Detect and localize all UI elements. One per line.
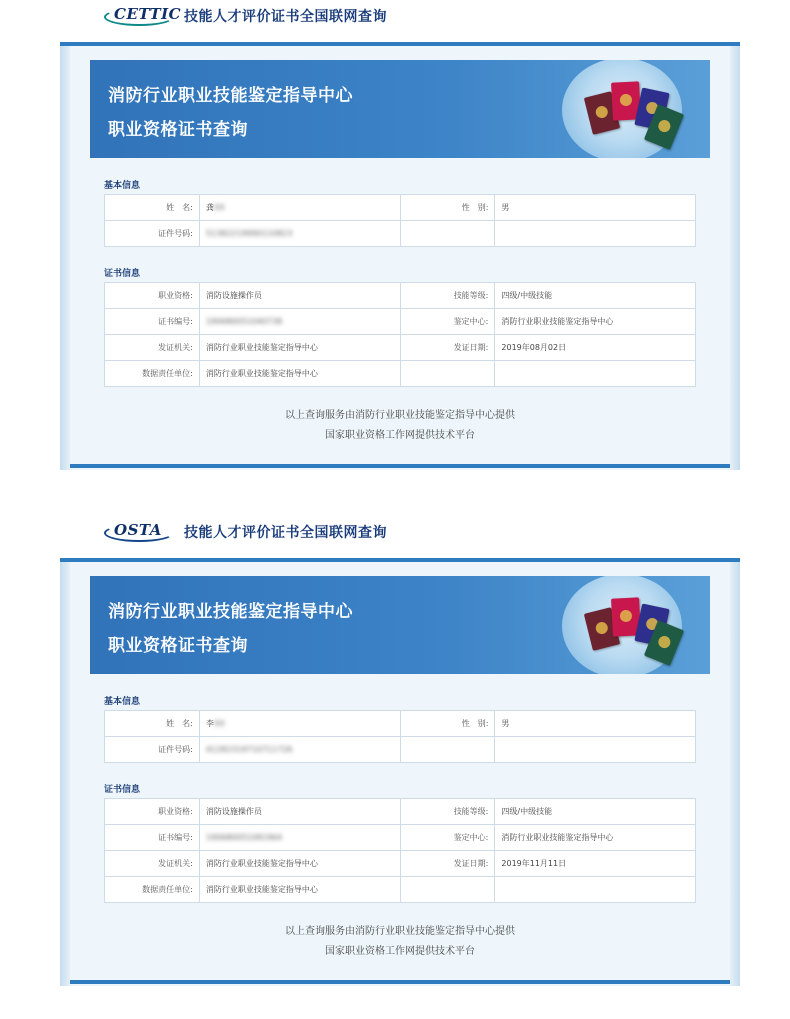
banner-title-org: 消防行业职业技能鉴定指导中心 xyxy=(108,602,353,622)
footer-platform-text: 国家职业资格工作网提供技术平台 xyxy=(325,946,475,957)
name-label: 姓 名: xyxy=(105,711,200,737)
appraisal-center-label: 鉴定中心: xyxy=(400,825,495,851)
issuer-value: 消防行业职业技能鉴定指导中心 xyxy=(199,851,400,877)
issue-date-label: 发证日期: xyxy=(400,851,495,877)
table-row xyxy=(105,221,696,247)
empty-cell xyxy=(400,877,495,903)
cert-no-label: 证书编号: xyxy=(105,825,200,851)
table-row xyxy=(105,361,696,387)
cert-no-value: 190680051081964 xyxy=(199,825,400,851)
table-row xyxy=(105,711,696,737)
skill-level-value: 四级/中级技能 xyxy=(495,799,696,825)
appraisal-center-value: 消防行业职业技能鉴定指导中心 xyxy=(495,309,696,335)
empty-cell xyxy=(400,221,495,247)
empty-cell xyxy=(495,221,696,247)
table-row xyxy=(105,335,696,361)
site-header xyxy=(104,520,387,544)
table-row xyxy=(105,825,696,851)
cert-no-label: 证书编号: xyxy=(105,309,200,335)
qualification-label: 职业资格: xyxy=(105,799,200,825)
empty-cell xyxy=(495,737,696,763)
data-owner-label: 数据责任单位: xyxy=(105,361,200,387)
empty-cell xyxy=(400,361,495,387)
data-owner-value: 消防行业职业技能鉴定指导中心 xyxy=(199,361,400,387)
banner xyxy=(90,60,710,158)
issue-date-value: 2019年08月02日 xyxy=(495,335,696,361)
issuer-label: 发证机关: xyxy=(105,851,200,877)
footer-provider-text: 以上查询服务由消防行业职业技能鉴定指导中心提供 xyxy=(285,926,515,937)
id-value: 51382219990110823 xyxy=(199,221,400,247)
id-label: 证件号码: xyxy=(105,221,200,247)
data-owner-value: 消防行业职业技能鉴定指导中心 xyxy=(199,877,400,903)
result-frame xyxy=(60,42,740,470)
qualification-label: 职业资格: xyxy=(105,283,200,309)
table-row xyxy=(105,283,696,309)
section-cert-info: 证书信息 xyxy=(104,785,141,795)
id-value: 41282319710711726 xyxy=(199,737,400,763)
table-row xyxy=(105,195,696,221)
appraisal-center-value: 消防行业职业技能鉴定指导中心 xyxy=(495,825,696,851)
skill-level-value: 四级/中级技能 xyxy=(495,283,696,309)
issue-date-value: 2019年11月11日 xyxy=(495,851,696,877)
gender-label: 性 别: xyxy=(400,195,495,221)
name-value: 李XX xyxy=(199,711,400,737)
banner xyxy=(90,576,710,674)
site-title: 技能人才评价证书全国联网查询 xyxy=(184,525,387,541)
osta-logo-icon: OSTA xyxy=(104,521,176,543)
table-row xyxy=(105,737,696,763)
name-value: 龚XX xyxy=(199,195,400,221)
basic-info-table xyxy=(104,194,696,247)
skill-level-label: 技能等级: xyxy=(400,799,495,825)
site-header xyxy=(104,4,387,28)
issuer-label: 发证机关: xyxy=(105,335,200,361)
gender-value: 男 xyxy=(495,711,696,737)
table-row xyxy=(105,877,696,903)
result-frame xyxy=(60,558,740,986)
skill-level-label: 技能等级: xyxy=(400,283,495,309)
name-label: 姓 名: xyxy=(105,195,200,221)
result-card xyxy=(90,60,710,452)
cert-info-table xyxy=(104,798,696,903)
footer-platform-text: 国家职业资格工作网提供技术平台 xyxy=(325,430,475,441)
cettic-logo-icon: CETTIC xyxy=(104,5,176,27)
id-label: 证件号码: xyxy=(105,737,200,763)
issuer-value: 消防行业职业技能鉴定指导中心 xyxy=(199,335,400,361)
result-card xyxy=(90,576,710,968)
query-result-block-1 xyxy=(0,0,790,480)
table-row xyxy=(105,309,696,335)
empty-cell xyxy=(400,737,495,763)
site-title: 技能人才评价证书全国联网查询 xyxy=(184,9,387,25)
qualification-value: 消防设施操作员 xyxy=(199,799,400,825)
section-basic-info: 基本信息 xyxy=(104,697,141,707)
table-row xyxy=(105,851,696,877)
footer-provider-text: 以上查询服务由消防行业职业技能鉴定指导中心提供 xyxy=(285,410,515,421)
banner-title-query: 职业资格证书查询 xyxy=(108,636,248,656)
table-row xyxy=(105,799,696,825)
section-cert-info: 证书信息 xyxy=(104,269,141,279)
query-result-block-2 xyxy=(0,516,790,996)
empty-cell xyxy=(495,877,696,903)
appraisal-center-label: 鉴定中心: xyxy=(400,309,495,335)
banner-title-query: 职业资格证书查询 xyxy=(108,120,248,140)
qualification-value: 消防设施操作员 xyxy=(199,283,400,309)
issue-date-label: 发证日期: xyxy=(400,335,495,361)
gender-label: 性 别: xyxy=(400,711,495,737)
empty-cell xyxy=(495,361,696,387)
basic-info-table xyxy=(104,710,696,763)
banner-title-org: 消防行业职业技能鉴定指导中心 xyxy=(108,86,353,106)
cert-info-table xyxy=(104,282,696,387)
data-owner-label: 数据责任单位: xyxy=(105,877,200,903)
gender-value: 男 xyxy=(495,195,696,221)
cert-no-value: 190680051040738 xyxy=(199,309,400,335)
section-basic-info: 基本信息 xyxy=(104,181,141,191)
